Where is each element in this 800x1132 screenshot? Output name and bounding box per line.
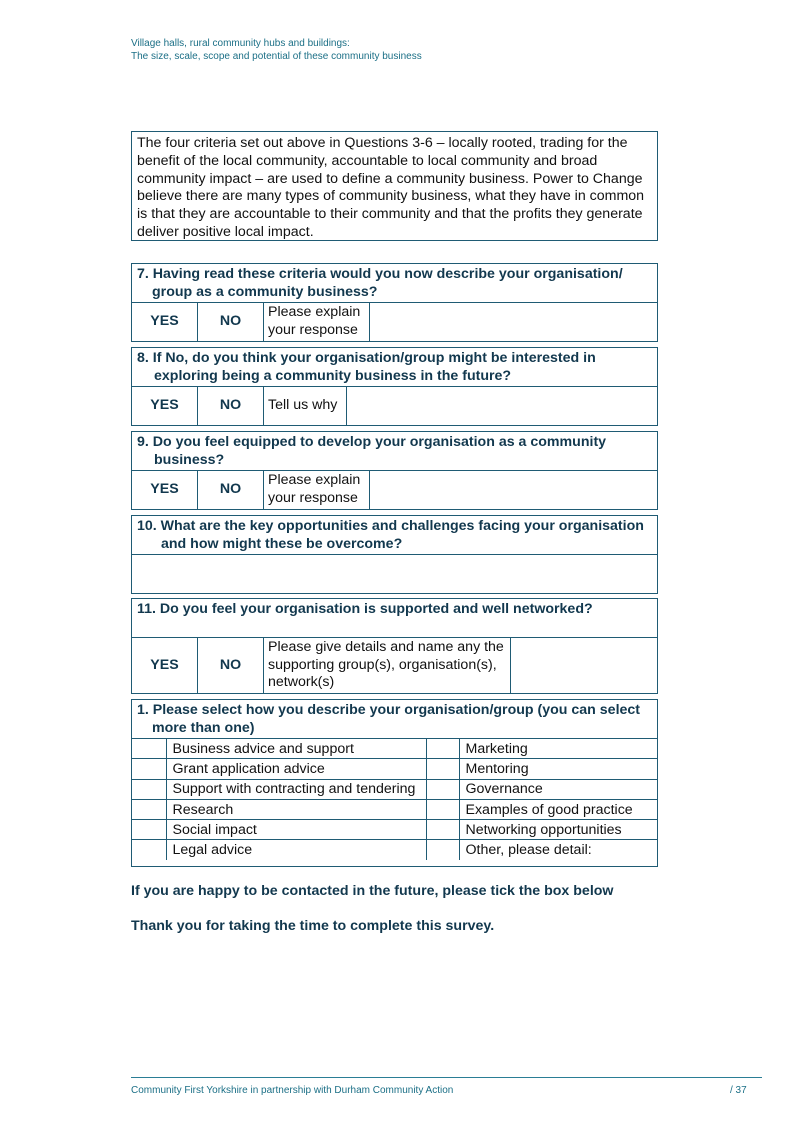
option-row bbox=[132, 799, 657, 819]
option-label: Other, please detail: bbox=[459, 840, 657, 860]
header-line-2: The size, scale, scope and potential of these community business bbox=[131, 51, 422, 62]
option-checkbox[interactable] bbox=[132, 759, 166, 779]
question-10-heading: 10. What are the key opportunities and challenges facing your organisation and how might these be overcome? bbox=[132, 516, 657, 555]
q9-response-field[interactable] bbox=[370, 471, 657, 509]
question-8-heading: 8. If No, do you think your organisation/group might be interested in exploring being a community business in the future? bbox=[132, 348, 657, 387]
question-7-heading: 7. Having read these criteria would you now describe your organisation/ group as a community business? bbox=[132, 264, 657, 303]
option-checkbox[interactable] bbox=[426, 840, 459, 860]
header-line-1: Village halls, rural community hubs and buildings: bbox=[131, 38, 350, 49]
thank-you-note: Thank you for taking the time to complete this survey. bbox=[131, 918, 495, 934]
q7-yes-option[interactable]: YES bbox=[132, 303, 198, 341]
option-row bbox=[132, 840, 657, 860]
footer-divider bbox=[131, 1077, 762, 1078]
q11-details-label: Please give details and name any the supporting group(s), organisation(s), network(s) bbox=[264, 638, 511, 693]
option-label: Grant application advice bbox=[166, 759, 426, 779]
question-7-box bbox=[131, 263, 658, 342]
running-header bbox=[131, 37, 422, 63]
question-8-answer-row bbox=[132, 387, 657, 425]
question-10-box bbox=[131, 515, 658, 594]
option-label: Social impact bbox=[166, 820, 426, 840]
option-checkbox[interactable] bbox=[426, 820, 459, 840]
q11-response-field[interactable] bbox=[511, 638, 657, 693]
option-checkbox[interactable] bbox=[426, 779, 459, 799]
q9-yes-option[interactable]: YES bbox=[132, 471, 198, 509]
option-checkbox[interactable] bbox=[132, 739, 166, 759]
option-label: Mentoring bbox=[459, 759, 657, 779]
criteria-intro-box bbox=[131, 131, 658, 241]
question-8-box bbox=[131, 347, 658, 426]
option-label: Research bbox=[166, 799, 426, 819]
question-9-heading: 9. Do you feel equipped to develop your organisation as a community business? bbox=[132, 432, 657, 471]
option-label: Marketing bbox=[459, 739, 657, 759]
option-label: Examples of good practice bbox=[459, 799, 657, 819]
question-9-box bbox=[131, 431, 658, 510]
option-label: Support with contracting and tendering bbox=[166, 779, 426, 799]
page-number: / 37 bbox=[730, 1085, 747, 1096]
q11-yes-option[interactable]: YES bbox=[132, 638, 198, 693]
question-1-heading: 1. Please select how you describe your organisation/group (you can select more than one) bbox=[137, 702, 641, 736]
question-1-select-box bbox=[131, 699, 658, 867]
q8-tell-us-label: Tell us why bbox=[264, 387, 347, 425]
option-row bbox=[132, 759, 657, 779]
option-checkbox[interactable] bbox=[426, 759, 459, 779]
option-checkbox[interactable] bbox=[426, 739, 459, 759]
option-checkbox[interactable] bbox=[132, 820, 166, 840]
option-checkbox[interactable] bbox=[132, 779, 166, 799]
option-label: Legal advice bbox=[166, 840, 426, 860]
question-11-answer-row bbox=[132, 638, 657, 693]
question-7-answer-row bbox=[132, 303, 657, 341]
option-checkbox[interactable] bbox=[426, 799, 459, 819]
option-checkbox[interactable] bbox=[132, 799, 166, 819]
q7-no-option[interactable]: NO bbox=[198, 303, 264, 341]
q8-no-option[interactable]: NO bbox=[198, 387, 264, 425]
contact-note: If you are happy to be contacted in the future, please tick the box below bbox=[131, 883, 614, 899]
question-11-box bbox=[131, 598, 658, 694]
q10-response-field[interactable] bbox=[132, 555, 657, 593]
q8-yes-option[interactable]: YES bbox=[132, 387, 198, 425]
support-options-table bbox=[132, 738, 657, 860]
option-label: Business advice and support bbox=[166, 739, 426, 759]
option-row bbox=[132, 820, 657, 840]
option-label: Networking opportunities bbox=[459, 820, 657, 840]
q7-response-field[interactable] bbox=[370, 303, 657, 341]
q9-no-option[interactable]: NO bbox=[198, 471, 264, 509]
option-row bbox=[132, 779, 657, 799]
q11-no-option[interactable]: NO bbox=[198, 638, 264, 693]
option-row bbox=[132, 739, 657, 759]
q8-response-field[interactable] bbox=[347, 387, 657, 425]
option-label: Governance bbox=[459, 779, 657, 799]
q9-explain-label: Please explain your response bbox=[264, 471, 370, 509]
option-checkbox[interactable] bbox=[132, 840, 166, 860]
question-9-answer-row bbox=[132, 471, 657, 509]
question-11-heading: 11. Do you feel your organisation is supported and well networked? bbox=[132, 599, 657, 638]
criteria-intro-text: The four criteria set out above in Questions 3-6 – locally rooted, trading for the benefit of the local community, accountable to local community and broad community impact – are used to define a community business. Power to Change believe there are many types of community business, what they have in common is that they are accountable to their community and that the profits they generate deliver positive local impact. bbox=[137, 135, 645, 240]
footer-text: Community First Yorkshire in partnership with Durham Community Action bbox=[131, 1085, 454, 1096]
q7-explain-label: Please explain your response bbox=[264, 303, 370, 341]
